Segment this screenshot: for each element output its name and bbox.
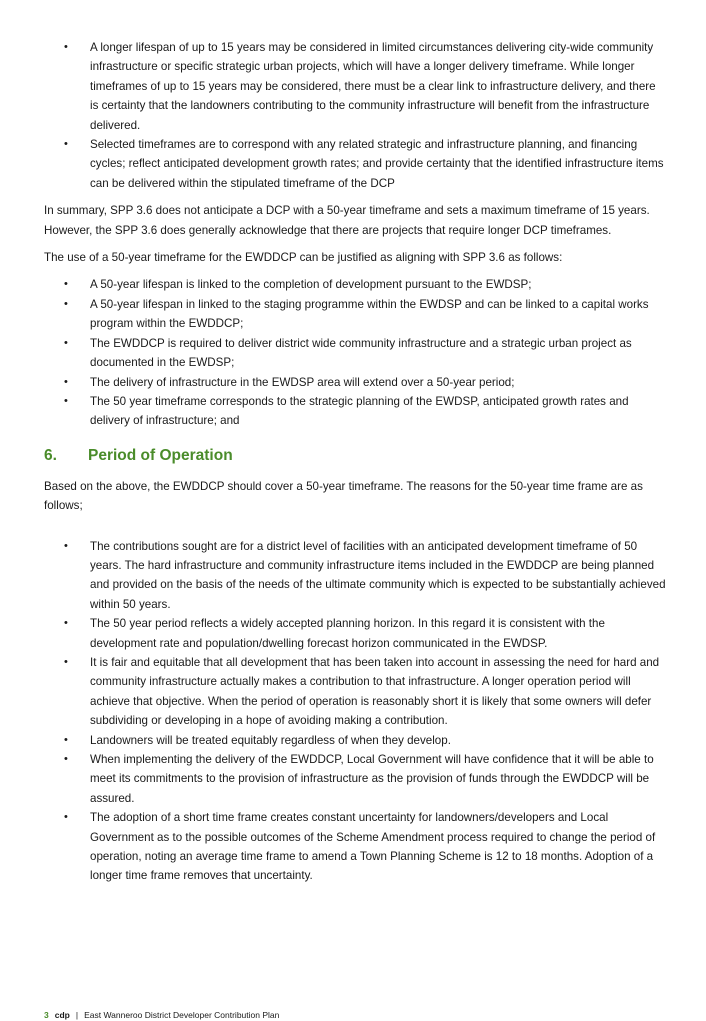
page-number: 3 xyxy=(44,1010,49,1020)
cdp-logo: cdp xyxy=(54,1010,70,1020)
list-item: • It is fair and equitable that all development that has been taken into account in assessing the need for hard and community infrastructure actually makes a contribution to that infrastructure. A longer operation period will achieve that objective. When the period of operation is reasonably short it is likely that some owners will defer subdividing or developing in a hope of avoiding making a contribution. xyxy=(44,653,666,731)
section-title: Period of Operation xyxy=(88,446,233,464)
list-item: • A 50-year lifespan is linked to the completion of development pursuant to the EWDSP; xyxy=(44,275,666,294)
justification-bullet-list xyxy=(44,275,666,430)
section-number: 6. xyxy=(44,446,57,464)
justification-paragraph: The use of a 50-year timeframe for the EWDDCP can be justified as aligning with SPP 3.6 as follows: xyxy=(44,251,563,265)
footer-document-title: East Wanneroo District Developer Contribution Plan xyxy=(84,1010,280,1020)
top-bullet-list xyxy=(44,38,666,193)
reason-bullet-list xyxy=(44,537,666,886)
list-item: • Landowners will be treated equitably regardless of when they develop. xyxy=(44,731,666,750)
footer-separator: | xyxy=(75,1010,79,1020)
section-heading xyxy=(44,447,666,465)
list-item: • The 50 year period reflects a widely accepted planning horizon. In this regard it is consistent with the development rate and population/dwelling forecast horizon communicated in the EWDSP. xyxy=(44,614,666,653)
summary-paragraph: In summary, SPP 3.6 does not anticipate a DCP with a 50-year timeframe and sets a maximum timeframe of 15 years. However, the SPP 3.6 does generally acknowledge that there are projects that require longer DCP timeframes. xyxy=(44,204,650,237)
list-item: • A longer lifespan of up to 15 years may be considered in limited circumstances delivering city-wide community infrastructure or specific strategic urban projects, which will have a longer delivery timeframe. While longer timeframes of up to 15 years may be considered, there must be a clear link to infrastructure delivery, and there is certainty that the landowners contributing to the community infrastructure will benefit from the infrastructure delivered. xyxy=(44,38,666,135)
list-item: • The 50 year timeframe corresponds to the strategic planning of the EWDSP, anticipated growth rates and delivery of infrastructure; and xyxy=(44,392,666,431)
page-footer xyxy=(44,1010,279,1020)
list-item: • The contributions sought are for a district level of facilities with an anticipated development timeframe of 50 years. The hard infrastructure and community infrastructure items included in the EWDDCP are being planned and provided on the basis of the needs of the ultimate community which is expected to be substantially achieved within 50 years. xyxy=(44,537,666,615)
section-paragraph: Based on the above, the EWDDCP should cover a 50-year timeframe. The reasons for the 50-year time frame are as follows; xyxy=(44,479,643,513)
list-item: • The EWDDCP is required to deliver district wide community infrastructure and a strategic urban project as documented in the EWDSP; xyxy=(44,334,666,373)
list-item: • Selected timeframes are to correspond with any related strategic and infrastructure planning, and financing cycles; reflect anticipated development growth rates; and provide certainty that the identified infrastructure items can be delivered within the stipulated timeframe of the DCP xyxy=(44,135,666,193)
document-page xyxy=(44,38,666,886)
list-item: • The delivery of infrastructure in the EWDSP area will extend over a 50-year period; xyxy=(44,373,666,392)
list-item: • When implementing the delivery of the EWDDCP, Local Government will have confidence that it will be able to meet its commitments to the provision of infrastructure as the provision of funds through the EWDDCP will be assured. xyxy=(44,750,666,808)
list-item: • The adoption of a short time frame creates constant uncertainty for landowners/developers and Local Government as to the possible outcomes of the Scheme Amendment process required to change the period of operation, noting an average time frame to amend a Town Planning Scheme is 12 to 18 months. Adoption of a longer time frame removes that uncertainty. xyxy=(44,808,666,886)
list-item: • A 50-year lifespan in linked to the staging programme within the EWDSP and can be linked to a capital works program within the EWDDCP; xyxy=(44,295,666,334)
